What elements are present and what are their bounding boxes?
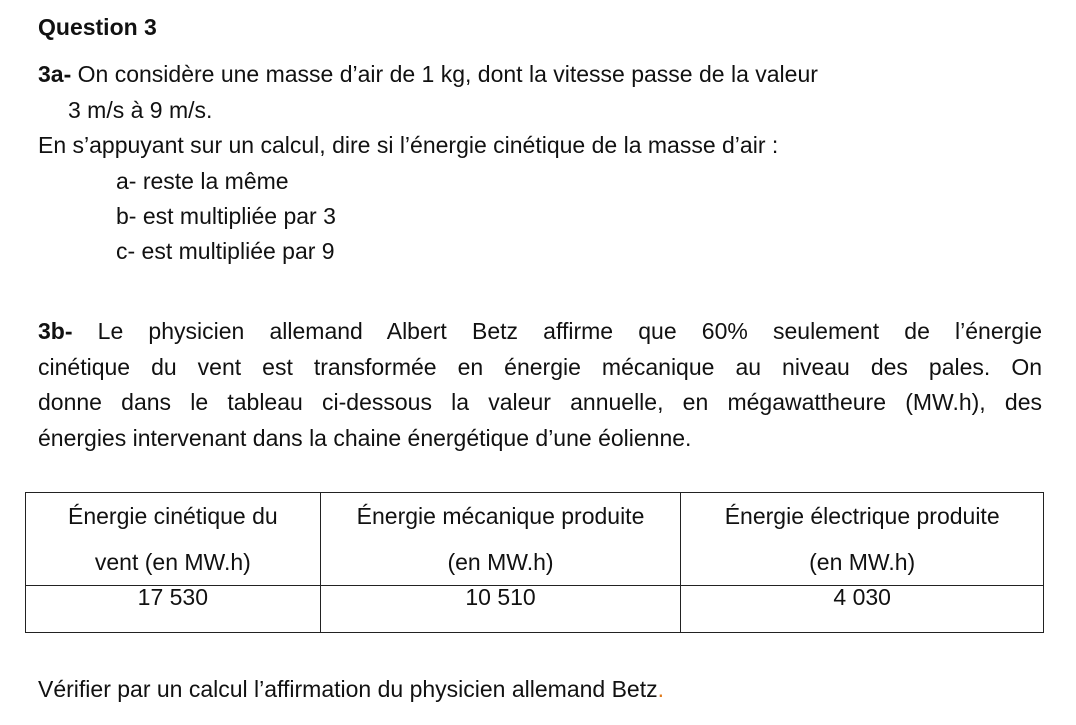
part-b-text-1: Le physicien allemand Albert Betz affirme que 60% seulement de l’énergie: [72, 318, 1042, 344]
part-b-line-3: donne dans le tableau ci-dessous la valeur annuelle, en mégawattheure (MW.h), des: [38, 389, 1042, 415]
value-kinetic-energy: 17 530: [26, 586, 321, 633]
part-a-line-3: [38, 130, 778, 160]
option-c: c- est multipliée par 9: [116, 238, 335, 264]
option-a: a- reste la même: [116, 168, 289, 194]
part-a-line-3-emphasis: calcul: [260, 132, 320, 158]
header-electrical-energy: [681, 493, 1044, 586]
part-b-paragraph: [38, 314, 1042, 456]
header-mechanical-energy: [320, 493, 681, 586]
value-mechanical-energy: 10 510: [320, 586, 681, 633]
header-kinetic-line-2: vent (en MW.h): [94, 549, 251, 575]
part-a-line-3-prefix: En s’appuyant sur un: [38, 132, 261, 158]
part-a-label: 3a-: [38, 61, 72, 87]
part-b-label: 3b-: [38, 318, 73, 344]
closing-text: Vérifier par un calcul l’affirmation du physicien allemand Betz: [38, 676, 658, 702]
part-b-line-2: cinétique du vent est transformée en énergie mécanique au niveau des pales. On: [38, 353, 1042, 380]
header-mechanical-line-2: (en MW.h): [447, 549, 554, 575]
part-a-line-2: 3 m/s à 9 m/s.: [68, 97, 213, 123]
header-electrical-line-1: Énergie électrique produite: [724, 503, 1000, 529]
header-electrical-line-2: (en MW.h): [809, 549, 916, 575]
closing-instruction: [38, 674, 664, 704]
part-a-text-1: On considère une masse d’air de 1 kg, dont la vitesse passe de la valeur: [71, 61, 818, 87]
table-row: [26, 586, 1044, 633]
energy-table: [25, 492, 1044, 633]
table-header-row: [26, 493, 1044, 586]
option-b: b- est multipliée par 3: [116, 203, 336, 229]
part-b-line-4: énergies intervenant dans la chaine énergétique d’une éolienne.: [38, 424, 692, 451]
part-b-line-1: [38, 314, 1042, 350]
part-a-line-1: [38, 59, 818, 89]
closing-period: .: [657, 676, 664, 702]
value-electrical-energy: 4 030: [681, 586, 1044, 633]
header-kinetic-line-1: Énergie cinétique du: [67, 503, 278, 529]
question-title: Question 3: [38, 14, 157, 40]
part-a-line-3-suffix: , dire si l’énergie cinétique de la masse d’air :: [319, 132, 779, 158]
header-kinetic-energy: [26, 493, 321, 586]
header-mechanical-line-1: Énergie mécanique produite: [356, 503, 645, 529]
